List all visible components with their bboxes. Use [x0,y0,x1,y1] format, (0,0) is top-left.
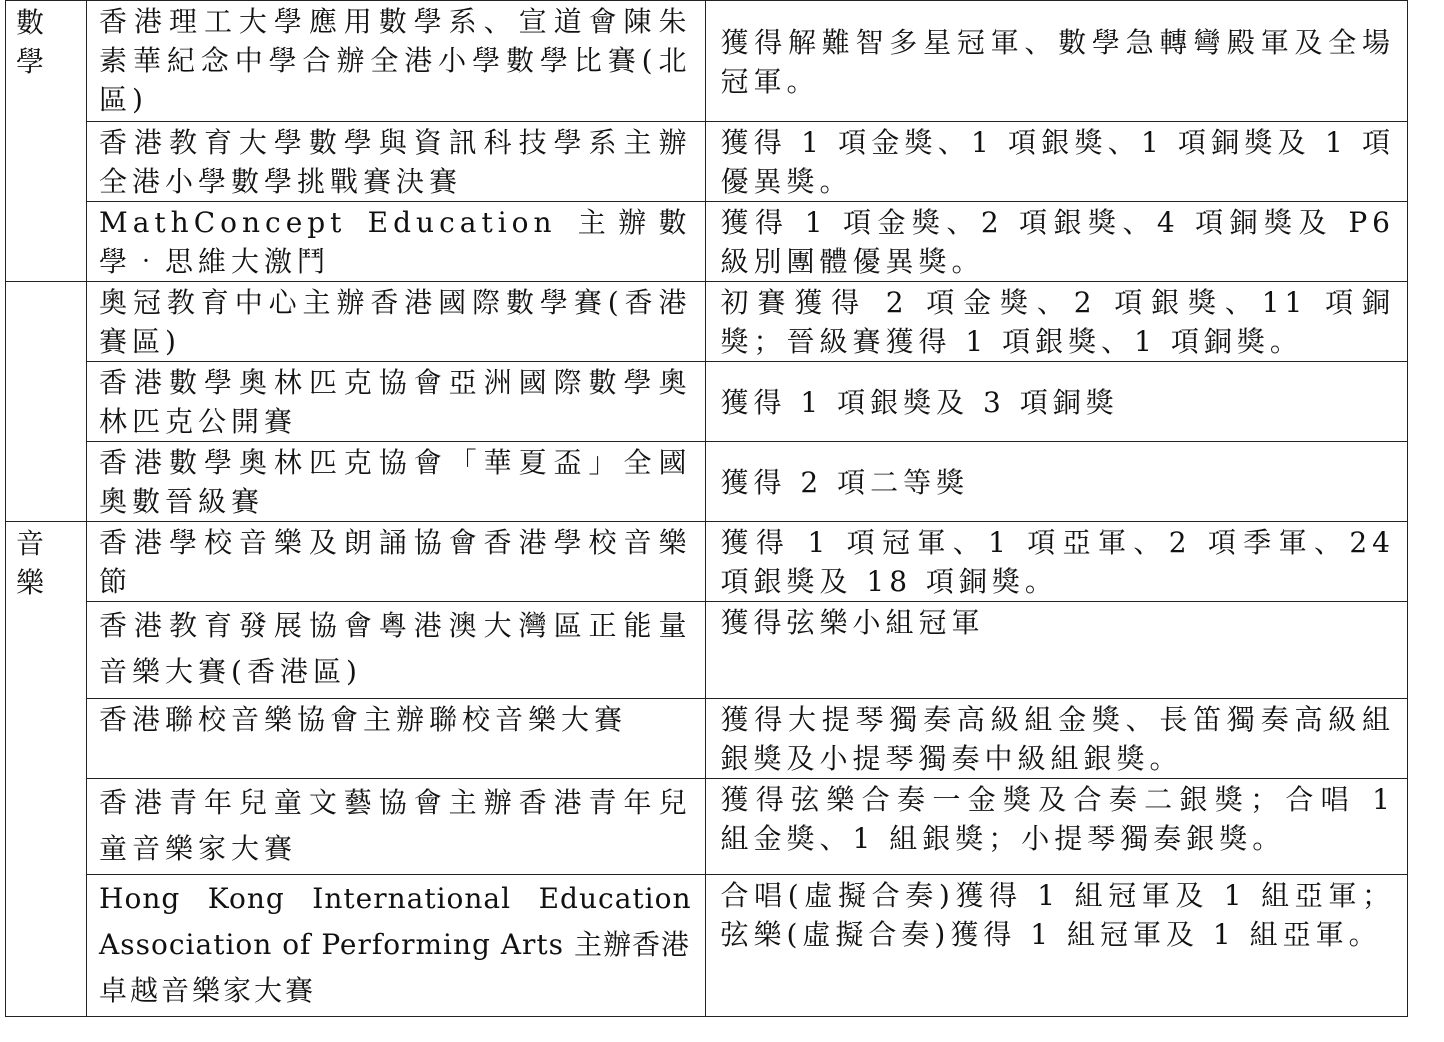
competition-cell: 香港理工大學應用數學系、宣道會陳朱素華紀念中學合辦全港小學數學比賽(北區) [87,1,706,122]
competition-cell [87,875,706,1017]
table-row [6,779,1408,875]
category-label: 音 [16,527,45,560]
table-row [6,1,1408,122]
competition-cell: 香港數學奧林匹克協會「華夏盃」全國奧數晉級賽 [87,442,706,522]
competition-line: Hong Kong International Education [99,882,692,915]
table-row [6,442,1408,522]
competition-line: Association of Performing Arts 主辦香港 [99,928,690,961]
category-cell-music [6,522,87,1017]
result-cell: 獲得 1 項冠軍、1 項亞軍、2 項季軍、24 項銀獎及 18 項銅獎。 [706,522,1408,602]
result-cell: 獲得 2 項二等獎 [706,442,1408,522]
result-cell: 獲得 1 項金獎、2 項銀獎、4 項銅獎及 P6 級別團體優異獎。 [706,202,1408,282]
table-row [6,122,1408,202]
competition-cell: 香港聯校音樂協會主辦聯校音樂大賽 [87,699,706,779]
competition-cell: 香港青年兒童文藝協會主辦香港青年兒童音樂家大賽 [87,779,706,875]
competition-line: 卓越音樂家大賽 [99,974,317,1007]
result-cell: 獲得弦樂合奏一金獎及合奏二銀獎；合唱 1 組金獎、1 組銀獎；小提琴獨奏銀獎。 [706,779,1408,875]
competition-cell: 奧冠教育中心主辦香港國際數學賽(香港賽區) [87,282,706,362]
category-label: 樂 [16,566,45,599]
competition-cell: 香港教育大學數學與資訊科技學系主辦全港小學數學挑戰賽決賽 [87,122,706,202]
result-cell: 初賽獲得 2 項金獎、2 項銀獎、11 項銅獎；晉級賽獲得 1 項銀獎、1 項銅獎。 [706,282,1408,362]
competition-cell: MathConcept Education 主辦數學‧思維大激鬥 [87,202,706,282]
result-cell: 合唱(虛擬合奏)獲得 1 組冠軍及 1 組亞軍；弦樂(虛擬合奏)獲得 1 組冠軍及 1 組亞軍。 [706,875,1408,1017]
awards-table [5,0,1408,1017]
result-cell: 獲得 1 項銀獎及 3 項銅獎 [706,362,1408,442]
competition-cell: 香港數學奧林匹克協會亞洲國際數學奧林匹克公開賽 [87,362,706,442]
category-cell-math [6,1,87,282]
table-row [6,202,1408,282]
result-cell: 獲得大提琴獨奏高級組金獎、長笛獨奏高級組銀獎及小提琴獨奏中級組銀獎。 [706,699,1408,779]
table-row [6,362,1408,442]
category-label: 數 [16,6,45,39]
table-row [6,602,1408,699]
competition-cell: 香港學校音樂及朗誦協會香港學校音樂節 [87,522,706,602]
table-row [6,699,1408,779]
competition-cell: 香港教育發展協會粵港澳大灣區正能量音樂大賽(香港區) [87,602,706,699]
result-cell: 獲得解難智多星冠軍、數學急轉彎殿軍及全場冠軍。 [706,1,1408,122]
category-label: 學 [16,45,45,78]
category-cell-blank [6,282,87,522]
result-cell: 獲得 1 項金獎、1 項銀獎、1 項銅獎及 1 項優異獎。 [706,122,1408,202]
table-row [6,522,1408,602]
table-row [6,875,1408,1017]
table-row [6,282,1408,362]
result-cell: 獲得弦樂小組冠軍 [706,602,1408,699]
